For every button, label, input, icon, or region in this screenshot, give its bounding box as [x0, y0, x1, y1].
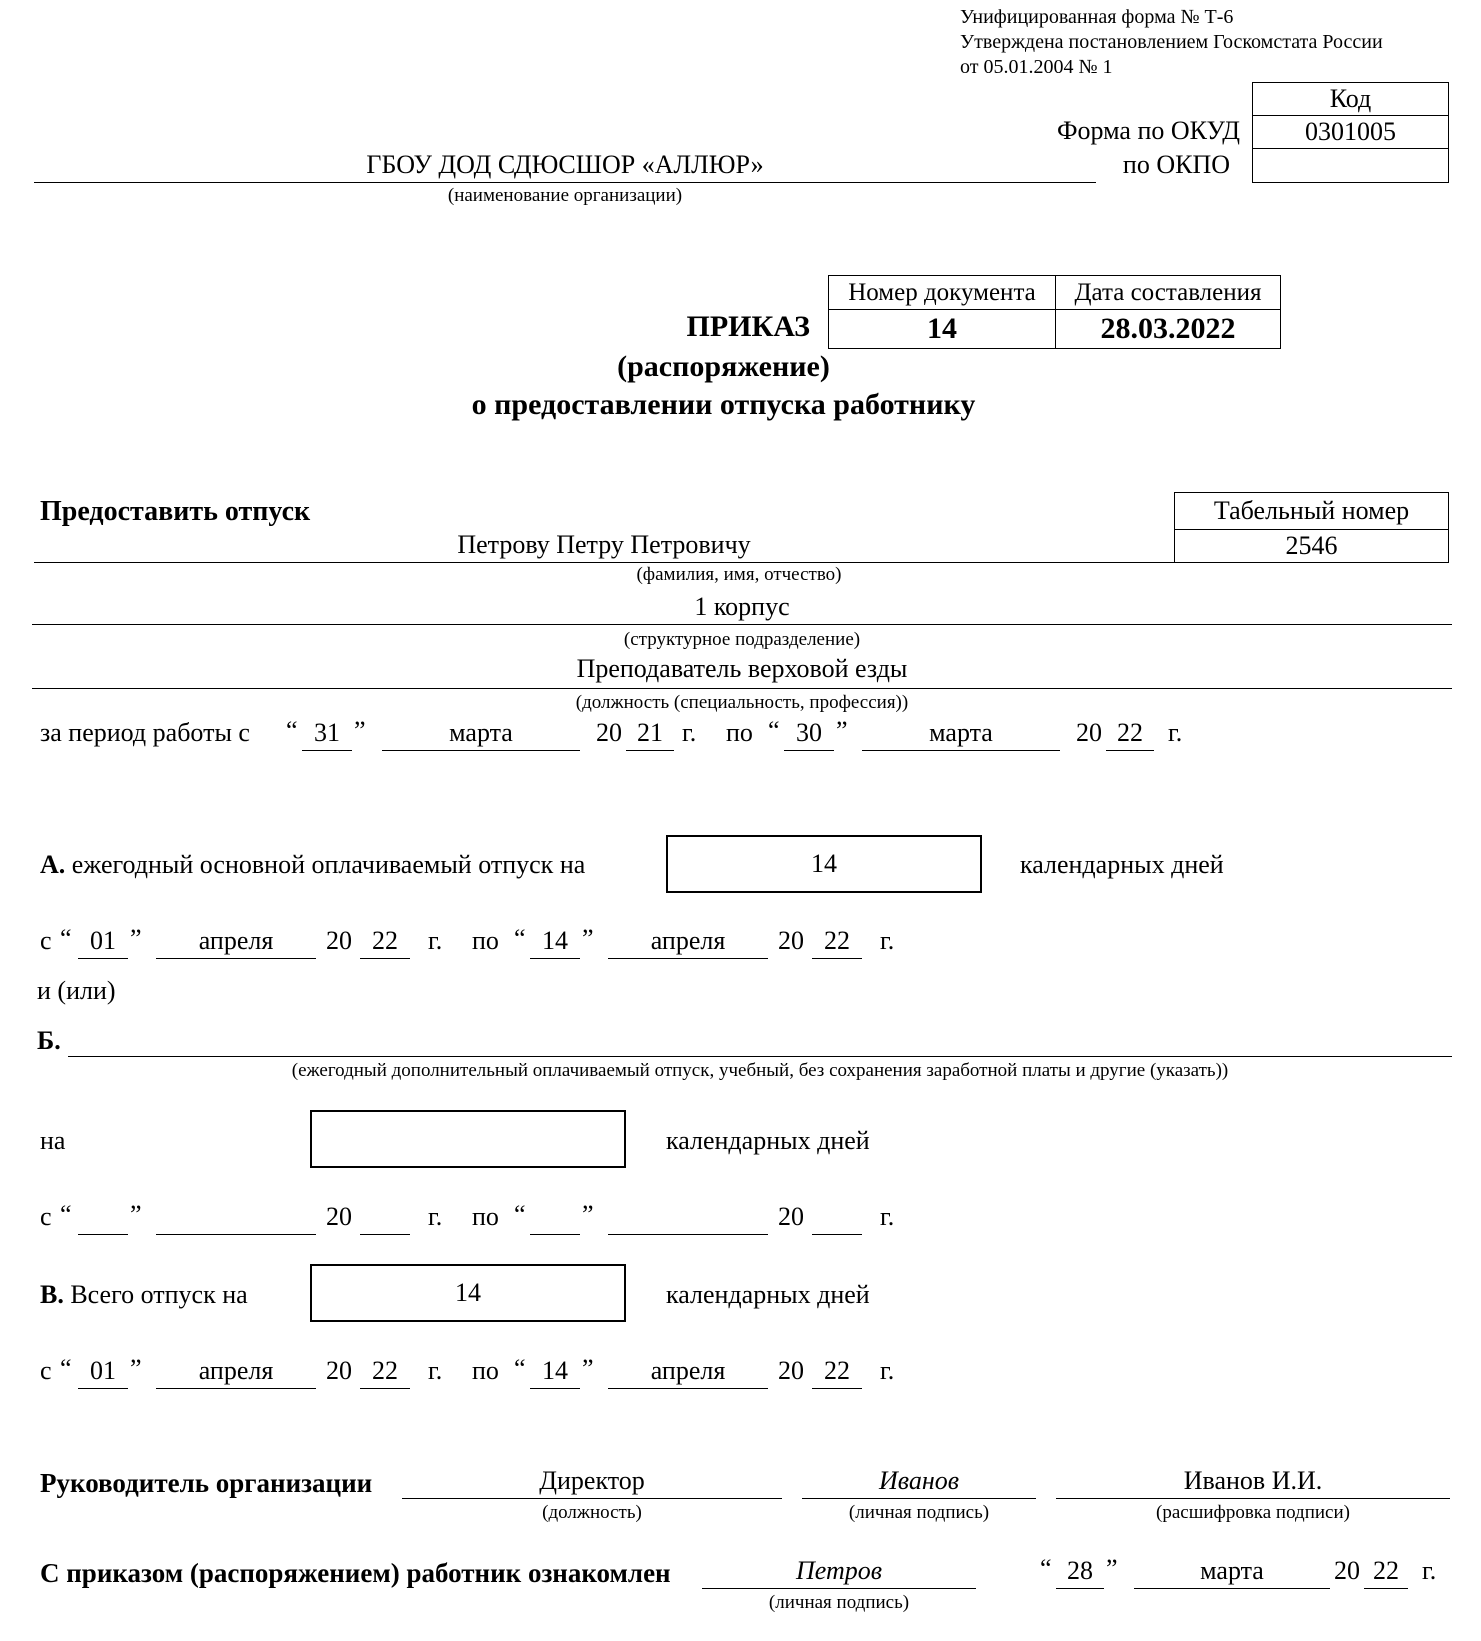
- date-line: [608, 958, 768, 959]
- doc-num-value[interactable]: [828, 309, 1056, 349]
- period-from-month-line: [382, 750, 580, 751]
- tab-number-header: [1174, 492, 1449, 530]
- date-line: [360, 1388, 410, 1389]
- period-to-year-suffix: г.: [1168, 718, 1183, 747]
- ack-year-suffix: г.: [1422, 1556, 1437, 1585]
- period-to-year-line: [1106, 750, 1154, 751]
- date-line: [530, 1234, 580, 1235]
- section-b-caption: (ежегодный дополнительный оплачиваемый отпуск, учебный, без сохранения заработной платы и другие (указать)): [291, 1060, 1229, 1081]
- quote-open: “: [1040, 1554, 1052, 1583]
- date-line: [530, 1388, 580, 1389]
- century: 20: [778, 1356, 804, 1385]
- section-v-letter: В.: [40, 1280, 64, 1309]
- doc-date-value-text: 28.03.2022: [1100, 312, 1236, 345]
- employee-name[interactable]: Петрову Петру Петровичу: [457, 530, 751, 559]
- period-from-year[interactable]: 21: [637, 718, 663, 747]
- to-label: по: [472, 926, 499, 955]
- section-v-from-day[interactable]: 01: [90, 1356, 116, 1385]
- head-decoded-line: [1056, 1498, 1450, 1499]
- section-v-to-month[interactable]: апреля: [650, 1356, 726, 1385]
- section-a-from-year[interactable]: 22: [372, 926, 398, 955]
- head-label: Руководитель организации: [40, 1468, 373, 1498]
- doc-subtitle: [0, 350, 1481, 384]
- quote-close: ”: [354, 716, 366, 745]
- section-v-days-box[interactable]: [310, 1264, 626, 1322]
- form-line-1: Унифицированная форма № Т-6: [960, 6, 1234, 28]
- date-line: [812, 1388, 862, 1389]
- doc-num-header: [828, 275, 1056, 310]
- quote-close: ”: [130, 924, 142, 953]
- date-line: [812, 958, 862, 959]
- period-from-year-line: [626, 750, 674, 751]
- section-b-days-label: календарных дней: [666, 1126, 870, 1155]
- position[interactable]: Преподаватель верховой езды: [576, 654, 908, 683]
- period-to-year[interactable]: 22: [1117, 718, 1143, 747]
- tab-number-value-text: 2546: [1285, 531, 1338, 560]
- quote-open: “: [60, 1200, 72, 1229]
- to-label: по: [472, 1356, 499, 1385]
- period-to-month-line: [862, 750, 1060, 751]
- section-v-from-month[interactable]: апреля: [198, 1356, 274, 1385]
- employee-name-line: [34, 562, 1174, 563]
- section-a-days: 14: [811, 849, 837, 878]
- ack-signature-line: [702, 1588, 976, 1589]
- tab-number-value[interactable]: [1174, 529, 1449, 563]
- period-to-label: по: [726, 718, 753, 747]
- section-a-label: [40, 850, 585, 880]
- org-caption: (наименование организации): [447, 185, 683, 206]
- doc-date-header-text: Дата составления: [1074, 278, 1262, 306]
- to-label: по: [472, 1202, 499, 1231]
- period-label: за период работы с: [40, 718, 250, 747]
- head-signature-caption: (личная подпись): [848, 1502, 990, 1523]
- code-header-cell: [1252, 82, 1449, 116]
- quote-close: ”: [582, 1354, 594, 1383]
- section-a-to-year[interactable]: 22: [824, 926, 850, 955]
- date-line: [608, 1234, 768, 1235]
- doc-date-value[interactable]: [1055, 309, 1281, 349]
- ack-month[interactable]: марта: [1200, 1556, 1264, 1585]
- section-v-days-label: календарных дней: [666, 1280, 870, 1309]
- year-suffix: г.: [428, 1202, 443, 1231]
- section-b-from-label: с: [40, 1202, 52, 1231]
- date-line: [156, 1388, 316, 1389]
- quote-open: “: [768, 716, 780, 745]
- date-line: [530, 958, 580, 959]
- employee-name-caption: (фамилия, имя, отчество): [636, 564, 842, 585]
- position-caption: (должность (специальность, профессия)): [575, 692, 909, 713]
- ack-century: 20: [1334, 1556, 1360, 1585]
- century: 20: [326, 1356, 352, 1385]
- section-v-text: Всего отпуск на: [70, 1280, 248, 1309]
- quote-open: “: [60, 924, 72, 953]
- section-a-text: ежегодный основной оплачиваемый отпуск на: [71, 850, 586, 879]
- head-decoded-caption: (расшифровка подписи): [1156, 1502, 1350, 1523]
- date-line: [812, 1234, 862, 1235]
- doc-title: ПРИКАЗ: [686, 310, 810, 343]
- date-line: [360, 958, 410, 959]
- ack-year-line: [1364, 1588, 1408, 1589]
- quote-close: ”: [582, 924, 594, 953]
- period-from-month[interactable]: марта: [449, 718, 513, 747]
- year-suffix: г.: [880, 1356, 895, 1385]
- period-to-day-line: [784, 750, 834, 751]
- section-a-letter: А.: [40, 850, 66, 879]
- section-v-from-year[interactable]: 22: [372, 1356, 398, 1385]
- section-b-on-label: на: [40, 1126, 66, 1155]
- period-from-century: 20: [596, 718, 622, 747]
- okud-value: 0301005: [1305, 117, 1396, 146]
- ack-year[interactable]: 22: [1373, 1556, 1399, 1585]
- position-line: [32, 688, 1452, 689]
- ack-day[interactable]: 28: [1067, 1556, 1093, 1585]
- section-a-to-month[interactable]: апреля: [650, 926, 726, 955]
- quote-open: “: [514, 1354, 526, 1383]
- quote-open: “: [60, 1354, 72, 1383]
- section-a-from-day[interactable]: 01: [90, 926, 116, 955]
- ack-day-line: [1056, 1588, 1104, 1589]
- date-line: [156, 958, 316, 959]
- section-a-days-box[interactable]: [666, 835, 982, 893]
- date-line: [78, 958, 128, 959]
- year-suffix: г.: [428, 1356, 443, 1385]
- section-a-to-day[interactable]: 14: [542, 926, 568, 955]
- doc-purpose: [0, 388, 1481, 422]
- date-line: [360, 1234, 410, 1235]
- head-position-line: [402, 1498, 782, 1499]
- year-suffix: г.: [880, 926, 895, 955]
- okpo-value-cell[interactable]: [1252, 148, 1449, 183]
- section-a-from-month[interactable]: апреля: [198, 926, 274, 955]
- head-signature[interactable]: Иванов: [878, 1466, 960, 1495]
- century: 20: [326, 1202, 352, 1231]
- section-b-letter: Б.: [37, 1026, 61, 1055]
- date-line: [156, 1234, 316, 1235]
- period-to-month[interactable]: марта: [929, 718, 993, 747]
- period-from-day-line: [302, 750, 352, 751]
- ack-signature[interactable]: Петров: [795, 1556, 883, 1585]
- date-line: [78, 1388, 128, 1389]
- department-line: [32, 624, 1452, 625]
- year-suffix: г.: [880, 1202, 895, 1231]
- date-line: [78, 1234, 128, 1235]
- head-position[interactable]: Директор: [539, 1466, 645, 1495]
- head-signature-line: [802, 1498, 1036, 1499]
- section-v-to-year[interactable]: 22: [824, 1356, 850, 1385]
- doc-num-header-text: Номер документа: [848, 278, 1036, 306]
- department-caption: (структурное подразделение): [623, 629, 861, 650]
- quote-close: ”: [1106, 1554, 1118, 1583]
- org-name-line: [34, 182, 1096, 183]
- form-line-3: от 05.01.2004 № 1: [960, 56, 1113, 78]
- okpo-label: по ОКПО: [1122, 150, 1230, 179]
- section-v-days: 14: [455, 1278, 481, 1307]
- quote-open: “: [514, 924, 526, 953]
- quote-close: ”: [130, 1354, 142, 1383]
- section-v-from-label: с: [40, 1356, 52, 1385]
- head-position-caption: (должность): [542, 1502, 642, 1523]
- quote-close: ”: [130, 1200, 142, 1229]
- and-or-label: и (или): [37, 976, 116, 1005]
- period-from-day[interactable]: 31: [314, 718, 340, 747]
- doc-purpose-text: о предоставлении отпуска работнику: [471, 388, 976, 421]
- head-decoded[interactable]: Иванов И.И.: [1183, 1466, 1323, 1495]
- ack-label: С приказом (распоряжением) работник ознакомлен: [40, 1558, 671, 1588]
- section-b-line[interactable]: [68, 1056, 1452, 1057]
- quote-open: “: [286, 716, 298, 745]
- department[interactable]: 1 корпус: [694, 592, 790, 621]
- period-to-century: 20: [1076, 718, 1102, 747]
- ack-month-line: [1134, 1588, 1330, 1589]
- period-to-day[interactable]: 30: [796, 718, 822, 747]
- century: 20: [326, 926, 352, 955]
- org-name: ГБОУ ДОД СДЮСШОР «АЛЛЮР»: [366, 150, 764, 179]
- quote-close: ”: [836, 716, 848, 745]
- okud-value-cell[interactable]: [1252, 115, 1449, 149]
- quote-close: ”: [582, 1200, 594, 1229]
- section-a-from-label: с: [40, 926, 52, 955]
- year-suffix: г.: [428, 926, 443, 955]
- form-line-2: Утверждена постановлением Госкомстата России: [960, 31, 1383, 53]
- doc-num-value-text: 14: [927, 312, 957, 345]
- okud-label: Форма по ОКУД: [1057, 116, 1240, 145]
- doc-subtitle-text: (распоряжение): [617, 350, 830, 383]
- century: 20: [778, 1202, 804, 1231]
- period-from-year-suffix: г.: [682, 718, 697, 747]
- ack-signature-caption: (личная подпись): [768, 1592, 910, 1613]
- section-v-label: [40, 1280, 248, 1310]
- section-b-days-box[interactable]: [310, 1110, 626, 1168]
- doc-date-header: [1055, 275, 1281, 310]
- section-v-to-day[interactable]: 14: [542, 1356, 568, 1385]
- century: 20: [778, 926, 804, 955]
- code-header: Код: [1329, 84, 1372, 113]
- tab-number-header-text: Табельный номер: [1213, 496, 1410, 525]
- section-a-days-label: календарных дней: [1020, 850, 1224, 879]
- grant-label: Предоставить отпуск: [40, 496, 311, 527]
- date-line: [608, 1388, 768, 1389]
- quote-open: “: [514, 1200, 526, 1229]
